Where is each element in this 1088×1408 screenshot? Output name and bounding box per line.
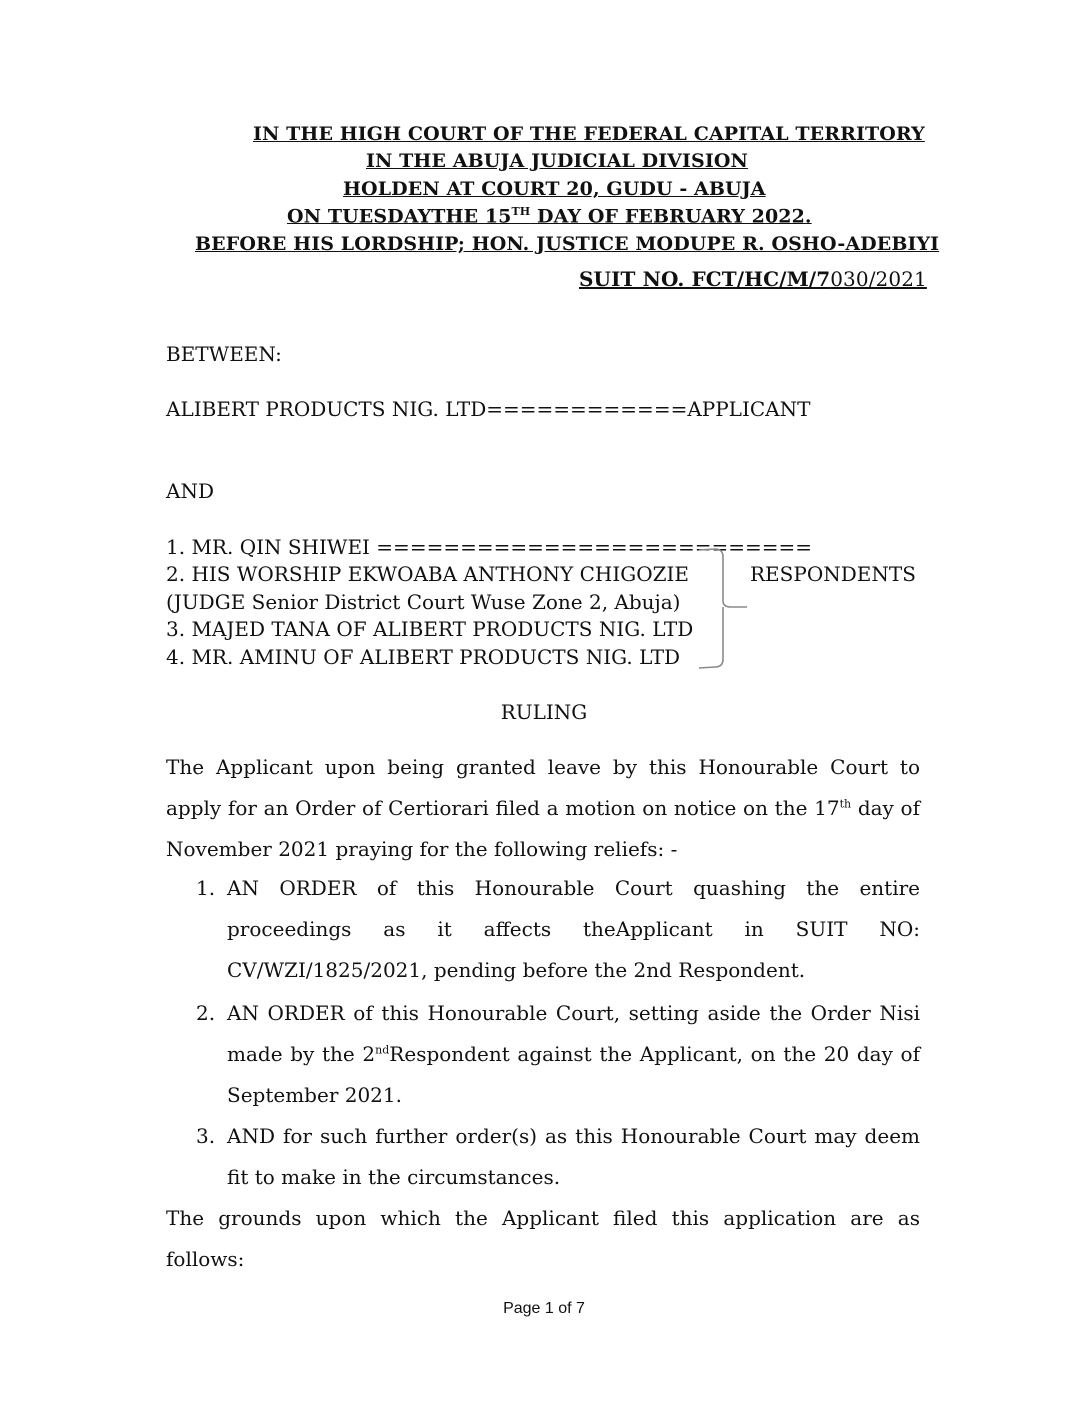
applicant-line: ALIBERT PRODUCTS NIG. LTD============APPLICANT (166, 397, 811, 421)
court-location: HOLDEN AT COURT 20, GUDU - ABUJA (343, 178, 766, 200)
respondent-3: 3. MAJED TANA OF ALIBERT PRODUCTS NIG. LTD (166, 617, 694, 641)
respondents-label: RESPONDENTS (750, 562, 916, 586)
relief-item-1 (196, 868, 920, 991)
and-label: AND (166, 479, 214, 503)
respondent-2: 2. HIS WORSHIP EKWOABA ANTHONY CHIGOZIE (166, 562, 690, 586)
court-title: IN THE HIGH COURT OF THE FEDERAL CAPITAL TERRITORY (253, 123, 925, 145)
respondents-bracket (697, 545, 753, 673)
relief-text: AND for such further order(s) as this Honourable Court may deem fit to make in the circumstances. (227, 1124, 920, 1189)
relief-item-3 (196, 1116, 920, 1198)
respondent-2-note: (JUDGE Senior District Court Wuse Zone 2, Abuja) (166, 590, 681, 614)
hearing-date: ON TUESDAYTHE 15TH DAY OF FEBRUARY 2022. (287, 205, 812, 228)
page-number: Page 1 of 7 (503, 1300, 585, 1317)
respondent-4: 4. MR. AMINU OF ALIBERT PRODUCTS NIG. LTD (166, 645, 681, 669)
relief-number: 2. (196, 1001, 216, 1025)
presiding-judge: BEFORE HIS LORDSHIP; HON. JUSTICE MODUPE R. OSHO-ADEBIYI (195, 233, 940, 255)
intro-paragraph: The Applicant upon being granted leave by this Honourable Court to apply for an Order of Certiorari filed a motion on notice on the 17th day of November 2021 praying for the following reliefs: - (166, 755, 920, 861)
respondent-1: 1. MR. QIN SHIWEI ========================== (166, 535, 813, 559)
relief-item-2 (196, 993, 920, 1116)
between-label: BETWEEN: (166, 342, 282, 366)
relief-text: AN ORDER of this Honourable Court quashing the entire proceedings as it affects theApplicant in SUIT NO: CV/WZI/1825/2021, pending before the 2nd Respondent. (227, 876, 920, 982)
judicial-division: IN THE ABUJA JUDICIAL DIVISION (366, 150, 748, 172)
relief-text: AN ORDER of this Honourable Court, setting aside the Order Nisi made by the 2ndRespondent against the Applicant, on the 20 day of September 2021. (227, 1001, 920, 1107)
suit-number: SUIT NO. FCT/HC/M/7030/2021 (579, 267, 927, 291)
relief-number: 3. (196, 1124, 216, 1148)
relief-number: 1. (196, 876, 216, 900)
ruling-title: RULING (500, 700, 588, 724)
grounds-paragraph: The grounds upon which the Applicant filed this application are as follows: (166, 1206, 920, 1271)
